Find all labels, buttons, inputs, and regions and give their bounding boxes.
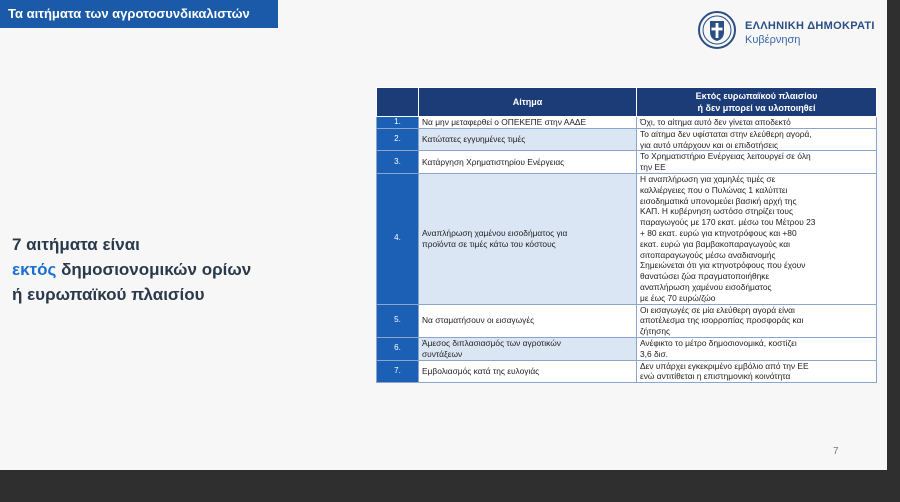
headline-highlight: εκτός bbox=[12, 260, 57, 279]
row-demand: Αναπλήρωση χαμένου εισοδήματος για προϊόντα σε τιμές κάτω του κόστους bbox=[419, 173, 637, 304]
table-row bbox=[377, 117, 877, 129]
government-logo bbox=[697, 8, 887, 54]
row-response: Όχι, το αίτημα αυτό δεν γίνεται αποδεκτό bbox=[637, 117, 877, 129]
row-demand: Να σταματήσουν οι εισαγωγές bbox=[419, 304, 637, 337]
table-row bbox=[377, 360, 877, 383]
table-row bbox=[377, 337, 877, 360]
row-demand: Κατάργηση Χρηματιστηρίου Ενέργειας bbox=[419, 151, 637, 174]
government-subtitle: Κυβέρνηση bbox=[745, 34, 801, 46]
row-number: 6. bbox=[377, 337, 419, 360]
row-number: 3. bbox=[377, 151, 419, 174]
header-response: Εκτός ευρωπαϊκού πλαισίου ή δεν μπορεί να υλοποιηθεί bbox=[637, 88, 877, 117]
slide-title: Τα αιτήματα των αγροτοσυνδικαλιστών bbox=[0, 0, 278, 28]
row-number: 4. bbox=[377, 173, 419, 304]
row-demand: Άμεσος διπλασιασμός των αγροτικών συντάξεων bbox=[419, 337, 637, 360]
row-response: Ανέφικτο το μέτρο δημοσιονομικά, κοστίζει 3,6 δισ. bbox=[637, 337, 877, 360]
headline-line-2 bbox=[12, 257, 251, 282]
headline-line-1: 7 αιτήματα είναι bbox=[12, 235, 140, 254]
headline-line-3: ή ευρωπαϊκού πλαισίου bbox=[12, 285, 205, 304]
table-row bbox=[377, 304, 877, 337]
row-number: 7. bbox=[377, 360, 419, 383]
header-demand: Αίτημα bbox=[419, 88, 637, 117]
row-demand: Κατώτατες εγγυημένες τιμές bbox=[419, 128, 637, 151]
demands-table bbox=[376, 87, 877, 383]
row-response: Δεν υπάρχει εγκεκριμένο εμβόλιο από την ΕΕ ενώ αντιτίθεται η επιστημονική κοινότητα bbox=[637, 360, 877, 383]
row-demand: Να μην μεταφερθεί ο ΟΠΕΚΕΠΕ στην ΑΑΔΕ bbox=[419, 117, 637, 129]
table-header-row bbox=[377, 88, 877, 117]
headline bbox=[12, 232, 251, 307]
row-response: Το αίτημα δεν υφίσταται στην ελεύθερη αγορά, για αυτό υπάρχουν και οι επιδοτήσεις bbox=[637, 128, 877, 151]
table-row bbox=[377, 128, 877, 151]
row-number: 2. bbox=[377, 128, 419, 151]
row-number: 1. bbox=[377, 117, 419, 129]
page-number: 7 bbox=[833, 446, 839, 457]
row-number: 5. bbox=[377, 304, 419, 337]
row-response: Η αναπλήρωση για χαμηλές τιμές σε καλλιέργειες που ο Πυλώνας 1 καλύπτει εισοδηματικά υπονομεύει βασική αρχή της ΚΑΠ. Η κυβέρνηση ωστόσο στηρίζει τους παραγωγούς με 170 εκατ. μέσω του Μέτρου 23 + 80 εκατ. ευρώ για κτηνοτρόφους και +80 εκατ. ευρώ για βαμβακοπαραγωγούς και σιτοπαραγωγούς μέσω αναδιανομής Σημειώνεται ότι για κτηνοτρόφους που έχουν θανατώσει ζώα πραγματοποιήθηκε αναπλήρωση χαμένου εισοδήματος με έως 70 ευρώ/ζώο bbox=[637, 173, 877, 304]
table-row bbox=[377, 151, 877, 174]
headline-line-2-rest: δημοσιονομικών ορίων bbox=[56, 260, 252, 279]
row-response: Οι εισαγωγές σε μία ελεύθερη αγορά είναι αποτέλεσμα της ισορροπίας προσφοράς και ζήτησης bbox=[637, 304, 877, 337]
table-row bbox=[377, 173, 877, 304]
greek-emblem-icon bbox=[697, 10, 737, 50]
government-name: ΕΛΛΗΝΙΚΗ ΔΗΜΟΚΡΑΤΙ bbox=[745, 20, 875, 32]
header-number bbox=[377, 88, 419, 117]
row-demand: Εμβολιασμός κατά της ευλογιάς bbox=[419, 360, 637, 383]
row-response: Το Χρηματιστήριο Ενέργειας λειτουργεί σε όλη την ΕΕ bbox=[637, 151, 877, 174]
